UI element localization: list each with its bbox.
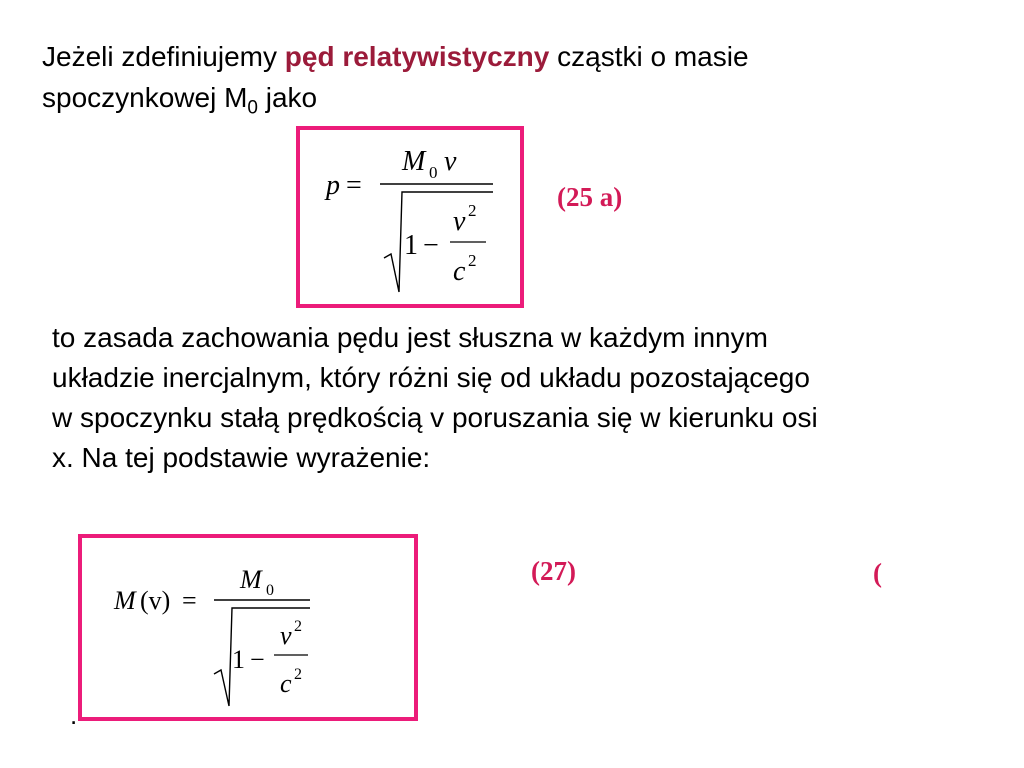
- intro-line2-after: jako: [257, 82, 318, 113]
- intro-line2-before: spoczynkowej M: [42, 82, 248, 113]
- intro-line-1: [42, 36, 1002, 77]
- eq25a-equals: =: [346, 170, 362, 201]
- eq27-den-minus: −: [250, 645, 265, 674]
- eq27-den-v-exp: 2: [294, 618, 302, 635]
- intro-line-2: [42, 77, 1002, 129]
- eq25a-den-v: v: [453, 206, 466, 237]
- equation-27-paren: (: [873, 558, 882, 588]
- body-line-3: w spoczynku stałą prędkością v poruszania się w kierunku osi: [52, 402, 818, 433]
- eq25a-lhs: p: [326, 170, 340, 201]
- intro-text-after: cząstki o masie: [549, 41, 749, 72]
- equation-27-label: (27): [531, 556, 576, 586]
- eq25a-num-v: v: [444, 146, 457, 177]
- intro-paragraph: [42, 36, 1002, 129]
- equation-27-svg: [82, 538, 422, 725]
- eq27-lhs-M: M: [114, 586, 136, 615]
- eq27-num-M: M: [240, 565, 262, 594]
- eq25a-num-sub: 0: [429, 163, 438, 182]
- eq25a-den-v-exp: 2: [468, 201, 477, 220]
- eq27-den-one: 1: [232, 645, 245, 674]
- eq25a-den-one: 1: [404, 230, 418, 261]
- eq27-den-c-exp: 2: [294, 666, 302, 683]
- body-paragraph: [52, 318, 1012, 478]
- eq27-den-v: v: [280, 621, 292, 650]
- body-line-2: układzie inercjalnym, który różni się od układu pozostającego: [52, 362, 810, 393]
- equation-27-box: [78, 534, 418, 721]
- intro-highlight: pęd relatywistyczny: [284, 41, 550, 72]
- eq25a-den-minus: −: [423, 230, 439, 261]
- body-line-4: x. Na tej podstawie wyrażenie:: [52, 442, 431, 473]
- equation-25a-label: (25 a): [557, 182, 623, 212]
- intro-text-before: Jeżeli zdefiniujemy: [42, 41, 285, 72]
- eq27-lhs-arg: (v): [140, 586, 171, 615]
- intro-line2-subscript: 0: [247, 97, 258, 119]
- body-line-1: to zasada zachowania pędu jest słuszna w każdym innym: [52, 322, 768, 353]
- trailing-dot: .: [70, 700, 78, 730]
- equation-25a-svg: [300, 130, 528, 312]
- eq25a-den-c-exp: 2: [468, 251, 477, 270]
- eq27-num-sub: 0: [266, 582, 274, 599]
- equation-25a-box: [296, 126, 524, 308]
- eq25a-den-c: c: [453, 256, 466, 287]
- eq27-den-c: c: [280, 669, 292, 698]
- eq27-equals: =: [182, 586, 197, 615]
- eq25a-num-M: M: [402, 146, 426, 177]
